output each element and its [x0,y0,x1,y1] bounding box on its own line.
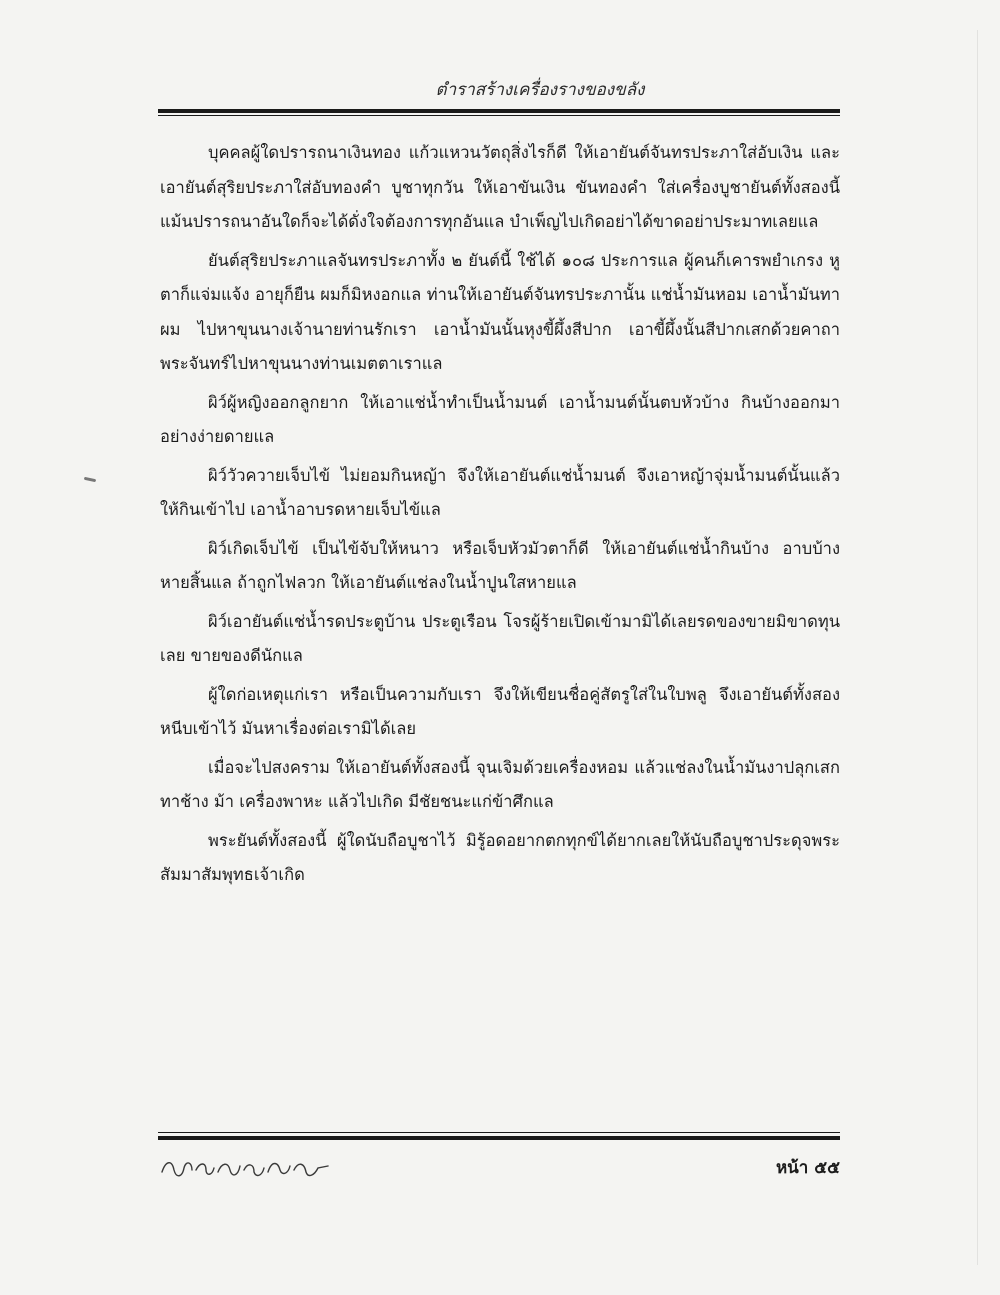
footer-rule-thin [158,1132,840,1133]
running-header-title: ตำราสร้างเครื่องรางของขลัง [435,80,645,100]
paragraph: เมื่อจะไปสงคราม ให้เอายันต์ทั้งสองนี้ จุนเจิมด้วยเครื่องหอม แล้วแช่ลงในน้ำมันงาปลุกเสกทาช้าง ม้า เครื่องพาหะ แล้วไปเกิด มีชัยชนะแก่ข้าศึกแล [160,757,840,811]
paragraph: ผู้ใดก่อเหตุแก่เรา หรือเป็นความกับเรา จึงให้เขียนชื่อคู่สัตรูใส่ในใบพลู จึงเอายันต์ทั้งสองหนีบเข้าไว้ มันหาเรื่องต่อเรามิได้เลย [160,684,840,738]
scan-speck [84,477,96,482]
footer-rule-thick [158,1136,840,1140]
body-text [160,136,840,897]
handwritten-signature [158,1150,338,1184]
page-number: หน้า ๕๕ [775,1158,840,1178]
paragraph: พระยันต์ทั้งสองนี้ ผู้ใดนับถือบูชาไว้ มิรู้อดอยากตกทุกข์ได้ยากเลยให้นับถือบูชาประดุจพระสัมมาสัมพุทธเจ้าเกิด [160,830,840,884]
header-rule-thick [158,109,840,113]
paragraph: ผิว์เกิดเจ็บไข้ เป็นไข้จับให้หนาว หรือเจ็บหัวมัวตาก็ดี ให้เอายันต์แช่น้ำกินบ้าง อาบบ้าง หายสิ้นแล ถ้าถูกไฟลวก ให้เอายันต์แช่ลงในน้ำปูนใสหายแล [160,538,840,592]
paragraph: ยันต์สุริยประภาแลจันทรประภาทั้ง ๒ ยันต์นี้ ใช้ได้ ๑๐๘ ประการแล ผู้คนก็เคารพยำเกรง หูตาก็แจ่มแจ้ง อายุก็ยืน ผมก็มิหงอกแล ท่านให้เอายันต์จันทรประภานั้น แช่น้ำมันหอม เอาน้ำมันทาผม ไปหาขุนนางเจ้านายท่านรักเรา เอาน้ำมันนั้นหุงขี้ผึ้งสีปาก เอาขี้ผึ้งนั้นสีปากเสกด้วยคาถาพระจันทร์ไปหาขุนนางท่านเมตตาเราแล [160,250,840,373]
header-rule-thin [158,115,840,116]
page-edge [977,30,978,1265]
paragraph: บุคคลผู้ใดปรารถนาเงินทอง แก้วแหวนวัตถุสิ่งไรก็ดี ให้เอายันต์จันทรประภาใส่อับเงิน และเอายันต์สุริยประภาใส่อับทองคำ บูชาทุกวัน ให้เอาขันเงิน ขันทองคำ ใส่เครื่องบูชายันต์ทั้งสองนี้ แม้นปรารถนาอันใดก็จะได้ดั่งใจต้องการทุกอันแล บำเพ็ญไปเกิดอย่าได้ขาดอย่าประมาทเลยแล [160,143,840,231]
paragraph: ผิว์วัวควายเจ็บไข้ ไม่ยอมกินหญ้า จึงให้เอายันต์แช่น้ำมนต์ จึงเอาหญ้าจุ่มน้ำมนต์นั้นแล้วให้กินเข้าไป เอาน้ำอาบรดหายเจ็บไข้แล [160,465,840,519]
paragraph: ผิว์ผู้หญิงออกลูกยาก ให้เอาแช่น้ำทำเป็นน้ำมนต์ เอาน้ำมนต์นั้นตบหัวบ้าง กินบ้างออกมาอย่างง่ายดายแล [160,392,840,446]
paragraph: ผิว์เอายันต์แช่น้ำรดประตูบ้าน ประตูเรือน โจรผู้ร้ายเปิดเข้ามามิได้เลยรดของขายมิขาดทุนเลย ขายของดีนักแล [160,611,840,665]
